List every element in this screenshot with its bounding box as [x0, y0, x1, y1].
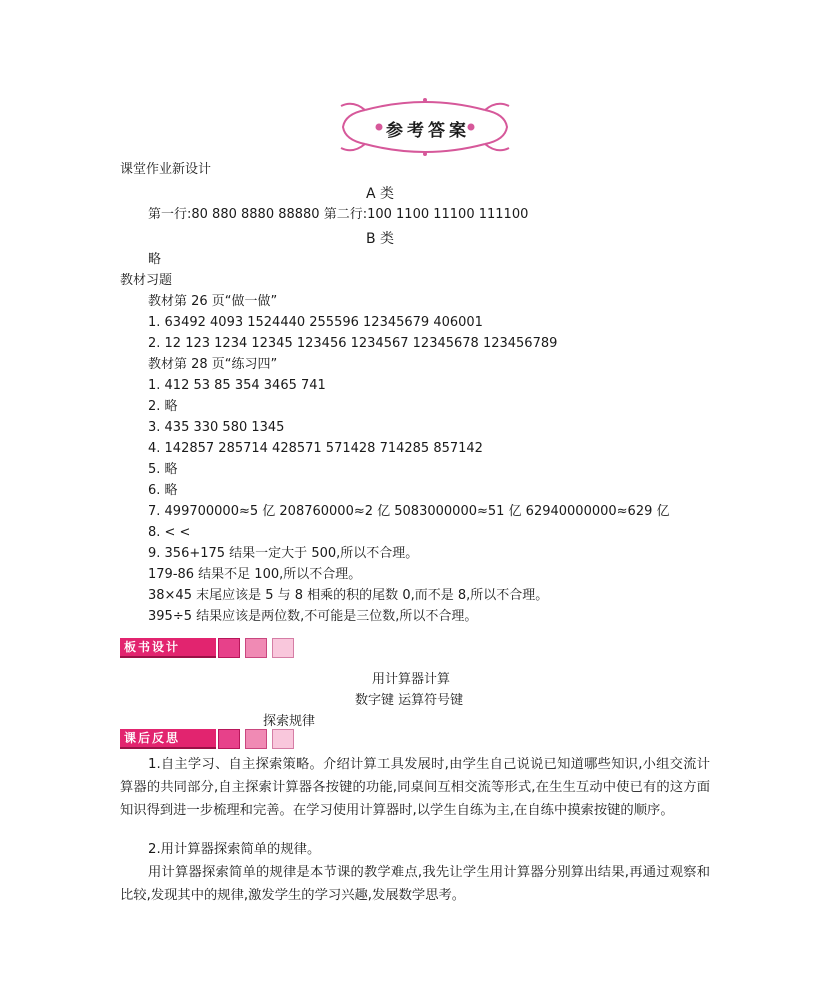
tag-square — [218, 729, 240, 749]
tag-square — [272, 729, 294, 749]
board-title: 用计算器计算 — [372, 672, 451, 687]
answer-line: 7. 499700000≈5 亿 208760000≈2 亿 5083000000≈51 亿 62940000000≈629 亿 — [148, 504, 670, 519]
answer-line: 1. 412 53 85 354 3465 741 — [148, 378, 326, 393]
answer-line: 8. < < — [148, 525, 191, 540]
tag-square — [218, 638, 240, 658]
tag-label: 板书设计 — [120, 638, 216, 658]
board-keys: 数字键 运算符号键 — [355, 693, 464, 708]
reflection-paragraph-2: 2.用计算器探索简单的规律。 — [148, 842, 321, 857]
section-title-classwork: 课堂作业新设计 — [120, 162, 212, 177]
answer-line: 教材第 28 页“练习四” — [148, 357, 278, 372]
answer-line: 5. 略 — [148, 462, 178, 477]
class-b-heading: B 类 — [365, 231, 395, 247]
class-a-heading: A 类 — [365, 186, 395, 202]
answer-line: 4. 142857 285714 428571 571428 714285 857142 — [148, 441, 483, 456]
answer-line: 395÷5 结果应该是两位数,不可能是三位数,所以不合理。 — [148, 609, 478, 624]
answer-line: 1. 63492 4093 1524440 255596 12345679 406001 — [148, 315, 483, 330]
answer-line: 3. 435 330 580 1345 — [148, 420, 285, 435]
tag-square — [272, 638, 294, 658]
section-tag-board-design — [120, 638, 300, 658]
answer-line: 6. 略 — [148, 483, 178, 498]
tag-label: 课后反思 — [120, 729, 216, 749]
answer-line: 2. 12 123 1234 12345 123456 1234567 12345678 123456789 — [148, 336, 558, 351]
page-title: 参考答案 — [386, 121, 470, 141]
answer-line: 179-86 结果不足 100,所以不合理。 — [148, 567, 362, 582]
answer-line: 2. 略 — [148, 399, 178, 414]
tag-square — [245, 729, 267, 749]
section-tag-reflection — [120, 729, 300, 749]
tag-square — [245, 638, 267, 658]
reflection-paragraph-3: 用计算器探索简单的规律是本节课的教学难点,我先让学生用计算器分别算出结果,再通过观察和比较,发现其中的规律,激发学生的学习兴趣,发展数学思考。 — [120, 865, 710, 903]
board-explore: 探索规律 — [263, 714, 316, 729]
class-a-answers: 第一行:80 880 8880 88880 第二行:100 1100 11100 111100 — [148, 207, 529, 222]
answer-line: 9. 356+175 结果一定大于 500,所以不合理。 — [148, 546, 419, 561]
reflection-paragraph-1: 1.自主学习、自主探索策略。介绍计算工具发展时,由学生自己说说已知道哪些知识,小组交流计算器的共同部分,自主探索计算器各按键的功能,同桌间互相交流等形式,在生生互动中使已有的这方面知识得到进一步梳理和完善。在学习使用计算器时,以学生自练为主,在自练中摸索按键的顺序。 — [120, 757, 710, 818]
section-title-textbook: 教材习题 — [120, 273, 173, 288]
class-b-answers: 略 — [148, 252, 162, 267]
answer-line: 38×45 末尾应该是 5 与 8 相乘的积的尾数 0,而不是 8,所以不合理。 — [148, 588, 549, 603]
answer-line: 教材第 26 页“做一做” — [148, 294, 278, 309]
